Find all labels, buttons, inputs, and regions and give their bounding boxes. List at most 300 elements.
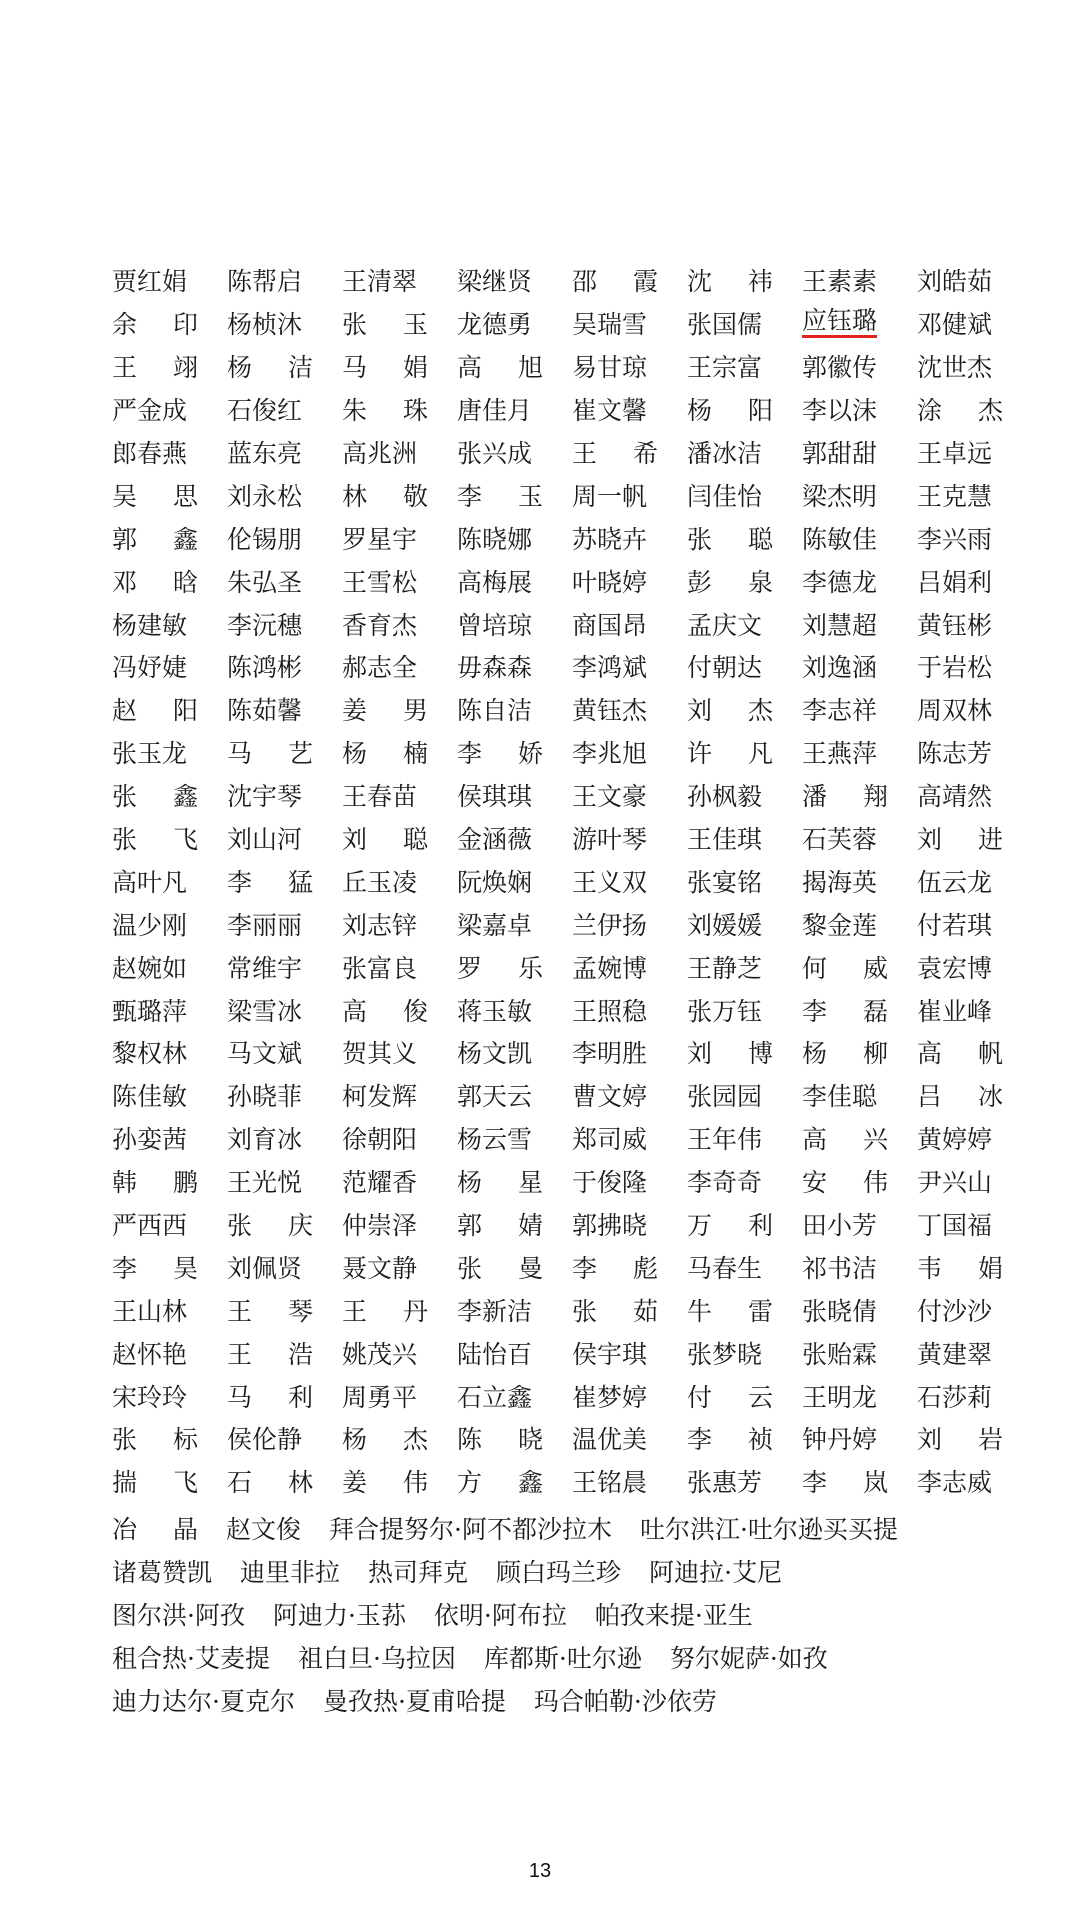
name-text: 付 云: [687, 1382, 773, 1412]
name-entry: [227, 516, 342, 559]
name-entry: [572, 1203, 687, 1246]
name-text: 李佳聪: [802, 1082, 878, 1112]
name-text: 郭 鑫: [112, 524, 198, 554]
name-text: 曾培琼: [457, 610, 533, 640]
name-entry: [342, 731, 428, 774]
long-name-row: [112, 1507, 1072, 1550]
name-text: 张 茹: [572, 1296, 658, 1326]
long-name-row: [112, 1636, 1072, 1679]
name-entry: [572, 731, 687, 774]
name-entry: [342, 1331, 457, 1374]
name-entry: [687, 1288, 773, 1331]
name-text: 李丽丽: [227, 910, 303, 940]
name-text: 商国昂: [572, 610, 648, 640]
name-entry: [687, 817, 802, 860]
long-name-row: [112, 1679, 1072, 1722]
name-text: 王 希: [572, 439, 658, 468]
name-text: 姜 伟: [342, 1468, 428, 1498]
name-entry: [457, 1288, 572, 1331]
name-text: 王素素: [802, 267, 878, 297]
name-text: 范耀香: [342, 1168, 418, 1198]
name-entry: [112, 1031, 227, 1074]
name-text: 贾红娟: [112, 267, 188, 297]
name-entry: [457, 817, 572, 860]
name-entry: [457, 774, 572, 817]
name-entry: [457, 302, 572, 345]
name-entry: [112, 1203, 227, 1246]
name-text: 刘 聪: [342, 825, 428, 855]
name-text: 张园园: [687, 1082, 763, 1112]
name-entry: [917, 345, 1032, 388]
name-entry: [227, 602, 342, 645]
name-entry: [457, 1203, 543, 1246]
name-text: 李 祯: [687, 1425, 773, 1455]
name-entry: [342, 774, 457, 817]
name-entry: [112, 731, 227, 774]
name-text: 温少刚: [112, 910, 188, 940]
name-text: 祁书洁: [802, 1253, 878, 1283]
name-entry: [457, 473, 543, 516]
name-entry: [917, 1160, 1032, 1203]
name-text: 香育杰: [342, 610, 418, 640]
name-text: 王雪松: [342, 567, 418, 597]
name-entry: [112, 345, 198, 388]
name-entry: [572, 1460, 687, 1503]
name-entry: [572, 473, 687, 516]
name-entry: 曼孜热·夏甫哈提: [322, 1687, 506, 1716]
name-entry: [457, 602, 572, 645]
name-entry: [917, 1117, 1032, 1160]
name-text: 赵 阳: [112, 696, 198, 726]
name-entry: [457, 1460, 543, 1503]
name-text: 杨建敏: [112, 610, 188, 640]
name-text: 杨 杰: [342, 1425, 428, 1455]
name-text: 石芙蓉: [802, 825, 878, 855]
name-text: 姜 男: [342, 696, 428, 726]
name-entry: [802, 645, 917, 688]
name-entry: [112, 1374, 227, 1417]
name-entry: [917, 1331, 1032, 1374]
name-text: 沈 祎: [687, 267, 773, 297]
name-text: 李志祥: [802, 696, 878, 726]
name-entry: [802, 1460, 888, 1503]
name-entry: [227, 688, 342, 731]
name-entry: [227, 1074, 342, 1117]
name-entry: [802, 1074, 917, 1117]
name-text: 王卓远: [917, 439, 993, 468]
name-entry: 库都斯·吐尔逊: [483, 1644, 642, 1674]
name-entry: [687, 516, 773, 559]
name-entry: [457, 259, 572, 302]
name-entry: 赵文俊: [226, 1515, 302, 1545]
name-entry: [457, 345, 543, 388]
name-entry: [572, 1245, 658, 1288]
name-text: 崔文馨: [572, 396, 648, 426]
name-text: 张晓倩: [802, 1296, 878, 1326]
name-entry: [457, 1331, 572, 1374]
name-text: 仲崇泽: [342, 1211, 418, 1241]
name-entry: 努尔妮萨·如孜: [669, 1644, 828, 1674]
name-text: 王年伟: [687, 1125, 763, 1155]
name-entry: [342, 1074, 457, 1117]
name-entry: [457, 516, 572, 559]
name-text: 吴瑞雪: [572, 310, 648, 340]
name-text: 付若琪: [917, 910, 993, 940]
name-entry: [112, 1460, 198, 1503]
name-entry: [687, 473, 802, 516]
name-entry: [112, 988, 227, 1031]
name-text: 伦锡朋: [227, 524, 303, 554]
name-entry: [917, 817, 1003, 860]
name-text: 尹兴山: [917, 1168, 993, 1198]
name-entry: [227, 302, 342, 345]
name-entry: [687, 1203, 773, 1246]
name-entry: [457, 688, 572, 731]
name-entry: [687, 1374, 773, 1417]
name-text: 王宗富: [687, 353, 763, 383]
name-text: 崔业峰: [917, 996, 993, 1026]
name-text: 张富良: [342, 953, 418, 983]
name-text: 黄建翠: [917, 1339, 993, 1369]
name-text: 王义双: [572, 867, 648, 897]
name-text: 丘玉凌: [342, 867, 418, 897]
name-text: 朱 珠: [342, 396, 428, 426]
name-text: 赵怀艳: [112, 1339, 188, 1369]
name-text: 吕娟利: [917, 567, 993, 597]
name-text: 赵婉如: [112, 953, 188, 983]
name-text: 黄钰彬: [917, 610, 993, 640]
name-text: 李鸿斌: [572, 653, 648, 683]
name-entry: [917, 945, 1032, 988]
name-entry: [572, 817, 687, 860]
name-text: 曹文婷: [572, 1082, 648, 1112]
name-entry: [802, 1245, 917, 1288]
name-entry: [802, 473, 917, 516]
name-text: 黎金莲: [802, 910, 878, 940]
name-entry: [917, 473, 1032, 516]
name-entry: [572, 345, 687, 388]
name-entry: [342, 1117, 457, 1160]
name-entry: [802, 902, 917, 945]
name-entry: 顾白玛兰珍: [496, 1558, 622, 1588]
name-entry: [112, 473, 198, 516]
name-text: 杨文凯: [457, 1039, 533, 1069]
name-entry: [572, 1417, 687, 1460]
name-entry: 迪里非拉: [240, 1558, 341, 1588]
name-text: 王佳琪: [687, 825, 763, 855]
name-entry: [227, 1288, 313, 1331]
name-entry: [572, 1288, 658, 1331]
name-entry: [112, 388, 227, 431]
name-entry: [802, 1331, 917, 1374]
name-text: 王铭晨: [572, 1468, 648, 1498]
name-text: 刘育冰: [227, 1125, 303, 1155]
name-entry: [457, 731, 543, 774]
name-entry: [917, 774, 1032, 817]
name-entry: [802, 602, 917, 645]
name-entry: [802, 1288, 917, 1331]
name-entry: [917, 902, 1032, 945]
name-entry: [802, 774, 888, 817]
name-entry: [112, 1417, 198, 1460]
name-entry: 冶 晶: [112, 1515, 198, 1545]
name-text: 徐朝阳: [342, 1125, 418, 1155]
name-text: 余 印: [112, 310, 198, 340]
name-entry: [227, 388, 342, 431]
name-entry: [917, 988, 1032, 1031]
name-text: 潘 翔: [802, 782, 888, 812]
name-text: 牛 雷: [687, 1296, 773, 1326]
name-entry: [457, 988, 572, 1031]
name-text: 张 庆: [227, 1211, 313, 1241]
name-text: 张 标: [112, 1425, 198, 1455]
name-text: 刘 博: [687, 1039, 773, 1069]
name-entry: [802, 259, 917, 302]
name-entry: [687, 902, 802, 945]
long-name-row: [112, 1593, 1072, 1636]
name-text: 孟婉博: [572, 953, 648, 983]
name-entry: [112, 602, 227, 645]
name-entry: [687, 688, 773, 731]
name-text: 石俊红: [227, 396, 303, 426]
name-entry: [112, 1160, 198, 1203]
name-entry: [112, 1331, 227, 1374]
name-entry: [802, 1203, 917, 1246]
name-entry: [342, 431, 457, 474]
name-entry: [687, 1160, 802, 1203]
name-entry: [227, 1160, 342, 1203]
name-text: 马春生: [687, 1253, 763, 1283]
name-text: 龙德勇: [457, 310, 533, 340]
name-entry: [457, 1117, 572, 1160]
name-entry: [687, 345, 802, 388]
name-list-grid: [112, 259, 1032, 1503]
name-text: 高 俊: [342, 996, 428, 1026]
name-text: 张 聪: [687, 524, 773, 554]
name-text: 田小芳: [802, 1211, 878, 1241]
name-entry: 图尔洪·阿孜: [112, 1601, 245, 1631]
name-text: 王光悦: [227, 1168, 303, 1198]
name-entry: [342, 988, 428, 1031]
name-entry: [687, 774, 802, 817]
name-entry: [917, 431, 1032, 474]
name-text: 聂文静: [342, 1253, 418, 1283]
name-text: 马 娟: [342, 353, 428, 383]
name-entry: [687, 1331, 802, 1374]
name-text: 甄璐萍: [112, 996, 188, 1026]
name-text: 孟庆文: [687, 610, 763, 640]
name-text: 王 翊: [112, 353, 198, 383]
name-text: 陈自洁: [457, 696, 533, 726]
name-text: 李 磊: [802, 996, 888, 1026]
name-text: 韦 娟: [917, 1253, 1003, 1283]
name-text: 梁雪冰: [227, 996, 303, 1026]
name-text: 李 岚: [802, 1468, 888, 1498]
name-text: 黄婷婷: [917, 1125, 993, 1155]
name-entry: [342, 259, 457, 302]
name-text: 侯伦静: [227, 1425, 303, 1455]
name-text: 张梦晓: [687, 1339, 763, 1369]
name-text: 李兴雨: [917, 524, 993, 554]
name-entry: [802, 559, 917, 602]
page-number: 13: [528, 1860, 552, 1882]
name-text: 刘 进: [917, 825, 1003, 855]
name-entry: [457, 902, 572, 945]
name-text: 高叶凡: [112, 867, 188, 897]
name-entry: 拜合提努尔·阿不都沙拉木: [329, 1515, 612, 1545]
name-text: 严金成: [112, 396, 188, 426]
name-entry: [342, 473, 428, 516]
name-entry: [917, 388, 1003, 431]
name-text: 罗星宇: [342, 524, 418, 554]
name-entry: [802, 1374, 917, 1417]
name-entry: [687, 988, 802, 1031]
name-text: 王 浩: [227, 1339, 313, 1369]
name-text: 石立鑫: [457, 1382, 533, 1412]
name-entry: 玛合帕勒·沙依劳: [533, 1687, 717, 1716]
name-entry: [227, 902, 342, 945]
name-text: 杨桢沐: [227, 310, 303, 340]
name-entry: [457, 559, 572, 602]
name-entry: [802, 1031, 888, 1074]
name-entry: [227, 259, 342, 302]
name-entry: [802, 516, 917, 559]
name-text: 付沙沙: [917, 1296, 993, 1326]
name-entry: [917, 859, 1032, 902]
name-entry: [572, 1331, 687, 1374]
name-text: 李沅穗: [227, 610, 303, 640]
name-text: 李 彪: [572, 1253, 658, 1283]
name-entry: [457, 1160, 543, 1203]
name-entry: [227, 1203, 313, 1246]
name-text: 王山林: [112, 1296, 188, 1326]
name-text: 李 玉: [457, 481, 543, 511]
name-text: 高梅展: [457, 567, 533, 597]
name-entry: [572, 302, 687, 345]
name-entry: [917, 1203, 1032, 1246]
name-entry: [227, 1031, 342, 1074]
name-text: 金涵薇: [457, 825, 533, 855]
name-text: 陈 晓: [457, 1425, 543, 1455]
name-entry: [457, 1374, 572, 1417]
name-text: 马文斌: [227, 1039, 303, 1069]
name-text: 马 利: [227, 1382, 313, 1412]
name-text: 李 昊: [112, 1253, 198, 1283]
name-entry: [687, 1074, 802, 1117]
name-entry: [917, 645, 1032, 688]
name-text: 王照稳: [572, 996, 648, 1026]
name-entry: [112, 688, 198, 731]
name-entry: [112, 902, 227, 945]
name-entry: 阿迪拉·艾尼: [649, 1558, 783, 1588]
name-text: 石莎莉: [917, 1382, 993, 1412]
name-text: 刘媛媛: [687, 910, 763, 940]
name-text: 彭 泉: [687, 567, 773, 597]
name-text: 侯宇琪: [572, 1339, 648, 1369]
name-text: 刘佩贤: [227, 1253, 303, 1283]
name-entry: [342, 859, 457, 902]
name-text: 李德龙: [802, 567, 878, 597]
name-entry: [342, 1374, 457, 1417]
highlighted-name-entry: [802, 302, 917, 345]
name-entry: 热司拜克: [368, 1558, 469, 1588]
name-text: 王明龙: [802, 1382, 878, 1412]
name-entry: [572, 388, 687, 431]
name-text: 杨 星: [457, 1168, 543, 1198]
name-text: 李以沫: [802, 396, 878, 426]
name-text: 伍云龙: [917, 867, 993, 897]
name-text: 蒋玉敏: [457, 996, 533, 1026]
name-entry: [342, 688, 428, 731]
name-entry: [342, 1160, 457, 1203]
name-entry: [572, 602, 687, 645]
name-entry: [802, 345, 917, 388]
name-entry: [802, 1117, 888, 1160]
name-text: 张 鑫: [112, 782, 198, 812]
name-entry: [227, 731, 313, 774]
name-entry: [802, 388, 917, 431]
name-entry: [917, 1074, 1003, 1117]
name-entry: [457, 1031, 572, 1074]
name-entry: [572, 516, 687, 559]
name-entry: [687, 1031, 773, 1074]
name-text: 于岩松: [917, 653, 993, 683]
name-text: 温优美: [572, 1425, 648, 1455]
name-text: 刘 杰: [687, 696, 773, 726]
name-entry: [572, 1374, 687, 1417]
name-text: 朱弘圣: [227, 567, 303, 597]
name-entry: [572, 945, 687, 988]
name-text: 张万钰: [687, 996, 763, 1026]
name-text: 孙枫毅: [687, 782, 763, 812]
name-text: 杨云雪: [457, 1125, 533, 1155]
name-entry: 吐尔洪江·吐尔逊买买提: [639, 1515, 898, 1545]
name-text: 宋玲玲: [112, 1382, 188, 1412]
name-text: 张 飞: [112, 825, 198, 855]
name-entry: [342, 602, 457, 645]
name-entry: [342, 302, 428, 345]
name-text: 陈佳敏: [112, 1082, 188, 1112]
name-text: 郎春燕: [112, 439, 188, 468]
name-entry: [687, 731, 773, 774]
name-text: 高兆洲: [342, 439, 418, 468]
name-text: 孙晓菲: [227, 1082, 303, 1112]
name-entry: [802, 431, 917, 474]
name-text: 张 曼: [457, 1253, 543, 1283]
name-text: 方 鑫: [457, 1468, 543, 1498]
name-text: 易甘琼: [572, 353, 648, 383]
name-text: 高 旭: [457, 353, 543, 383]
name-text: 周双林: [917, 696, 993, 726]
name-entry: [917, 1417, 1003, 1460]
name-text: 唐佳月: [457, 396, 533, 426]
name-text: 张兴成: [457, 439, 533, 468]
name-entry: [687, 559, 773, 602]
name-entry: [802, 817, 917, 860]
name-entry: [457, 431, 572, 474]
name-entry: [572, 431, 658, 474]
name-text: 杨 楠: [342, 739, 428, 769]
name-text: 王 丹: [342, 1296, 428, 1326]
name-text: 王文豪: [572, 782, 648, 812]
name-text: 郭甜甜: [802, 439, 878, 468]
name-text: 吕 冰: [917, 1082, 1003, 1112]
name-text: 王春苗: [342, 782, 418, 812]
name-text: 马 艺: [227, 739, 313, 769]
name-entry: [687, 859, 802, 902]
name-text: 李志威: [917, 1468, 993, 1498]
name-text: 于俊隆: [572, 1168, 648, 1198]
